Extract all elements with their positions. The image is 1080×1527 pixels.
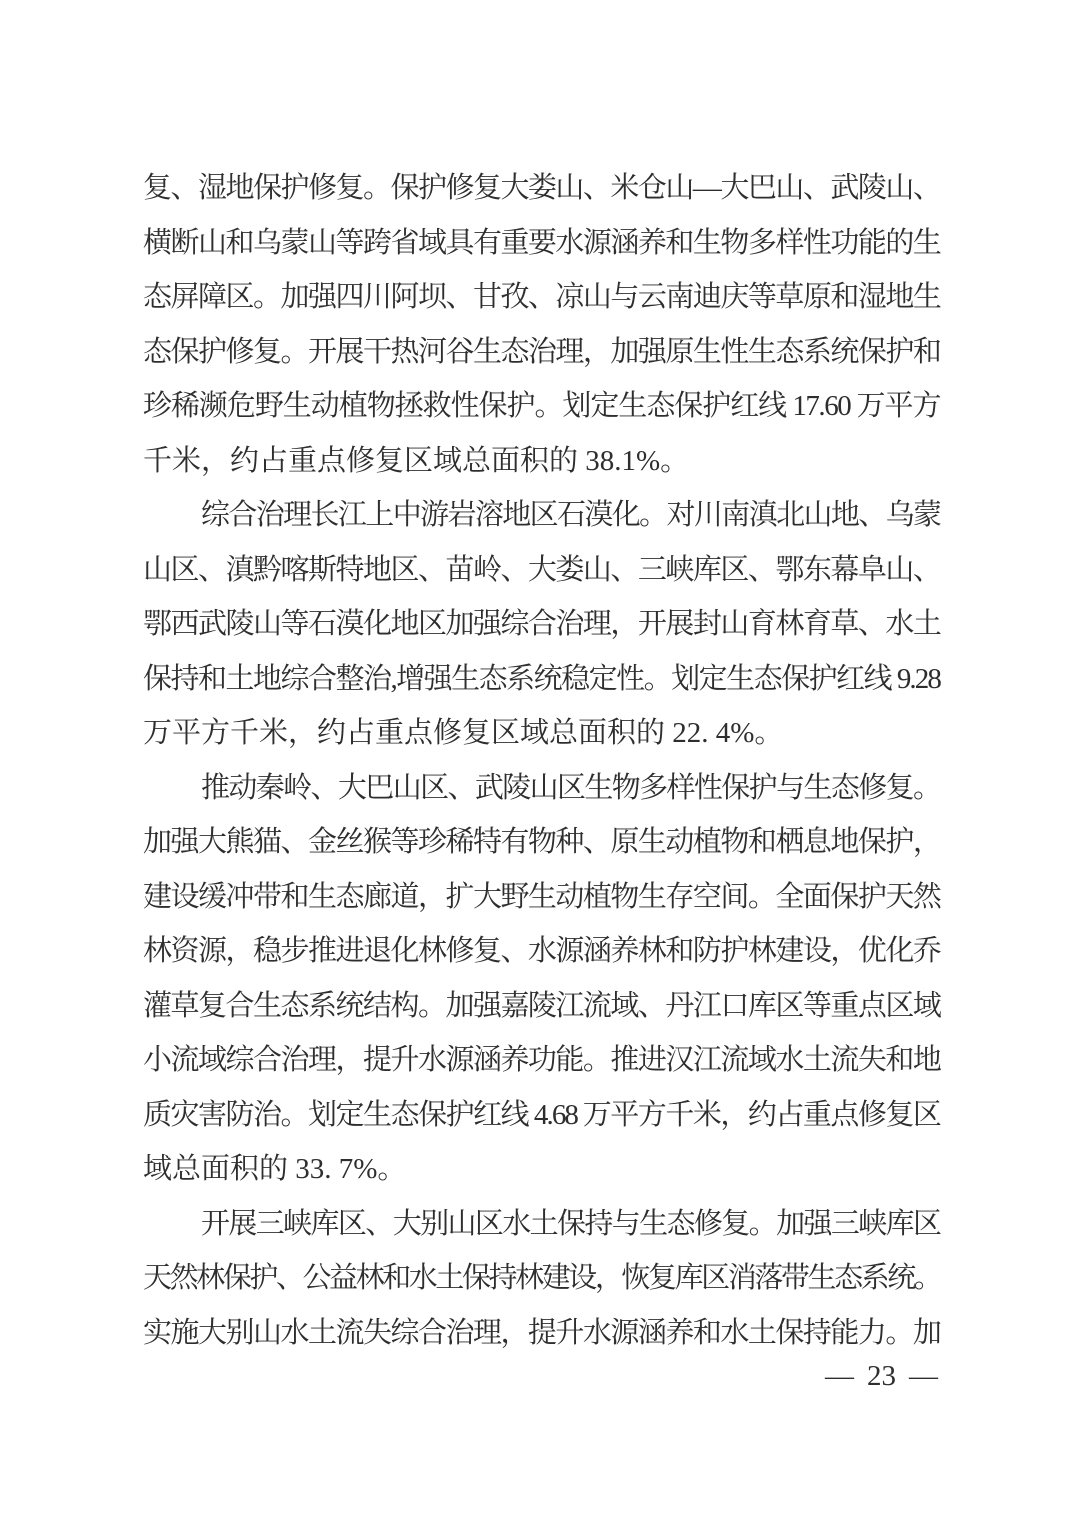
text-line: 开展三峡库区、大别山区水土保持与生态修复。加强三峡库区 [201, 1207, 940, 1240]
text-line: 千米，约占重点修复区域总面积的 38.1%。 [143, 444, 690, 477]
document-body-text [143, 161, 940, 1360]
text-line: 综合治理长江上中游岩溶地区石漠化。对川南滇北山地、乌蒙 [201, 499, 940, 531]
footer-dash-left: — [825, 1360, 854, 1392]
text-line: 复、湿地保护修复。保护修复大娄山、米仓山—大巴山、武陵山、 [143, 172, 940, 204]
text-line: 实施大别山水土流失综合治理，提升水源涵养和水土保持能力。加 [143, 1316, 940, 1349]
text-line: 域总面积的 33. 7%。 [143, 1153, 407, 1185]
text-line: 加强大熊猫、金丝猴等珍稀特有物种、原生动植物和栖息地保护， [143, 826, 940, 858]
footer-dash-right: — [909, 1360, 938, 1392]
text-line: 林资源，稳步推进退化林修复、水源涵养林和防护林建设，优化乔 [143, 935, 940, 967]
text-line: 建设缓冲带和生态廊道，扩大野生动植物生存空间。全面保护天然 [143, 880, 940, 913]
text-line: 珍稀濒危野生动植物拯救性保护。划定生态保护红线 17.60 万平方 [143, 390, 940, 422]
text-line: 小流域综合治理，提升水源涵养功能。推进汉江流域水土流失和地 [143, 1044, 940, 1076]
text-line: 鄂西武陵山等石漠化地区加强综合治理，开展封山育林育草、水土 [143, 608, 940, 640]
text-line: 态屏障区。加强四川阿坝、甘孜、凉山与云南迪庆等草原和湿地生 [143, 281, 940, 313]
text-line: 山区、滇黔喀斯特地区、苗岭、大娄山、三峡库区、鄂东幕阜山、 [143, 553, 940, 586]
text-line: 保持和土地综合整治,增强生态系统稳定性。划定生态保护红线 9.28 [143, 662, 940, 695]
text-line: 天然林保护、公益林和水土保持林建设，恢复库区消落带生态系统。 [143, 1262, 940, 1294]
page-number: 23 [867, 1360, 896, 1392]
text-line: 横断山和乌蒙山等跨省域具有重要水源涵养和生物多样性功能的生 [143, 226, 940, 259]
text-line: 质灾害防治。划定生态保护红线 4.68 万平方千米，约占重点修复区 [143, 1098, 940, 1131]
text-line: 灌草复合生态系统结构。加强嘉陵江流域、丹江口库区等重点区域 [143, 989, 940, 1022]
text-line: 态保护修复。开展干热河谷生态治理，加强原生性生态系统保护和 [143, 335, 940, 368]
page-footer [825, 1357, 938, 1395]
text-line: 推动秦岭、大巴山区、武陵山区生物多样性保护与生态修复。 [201, 771, 940, 804]
text-line: 万平方千米，约占重点修复区域总面积的 22. 4%。 [143, 717, 784, 749]
